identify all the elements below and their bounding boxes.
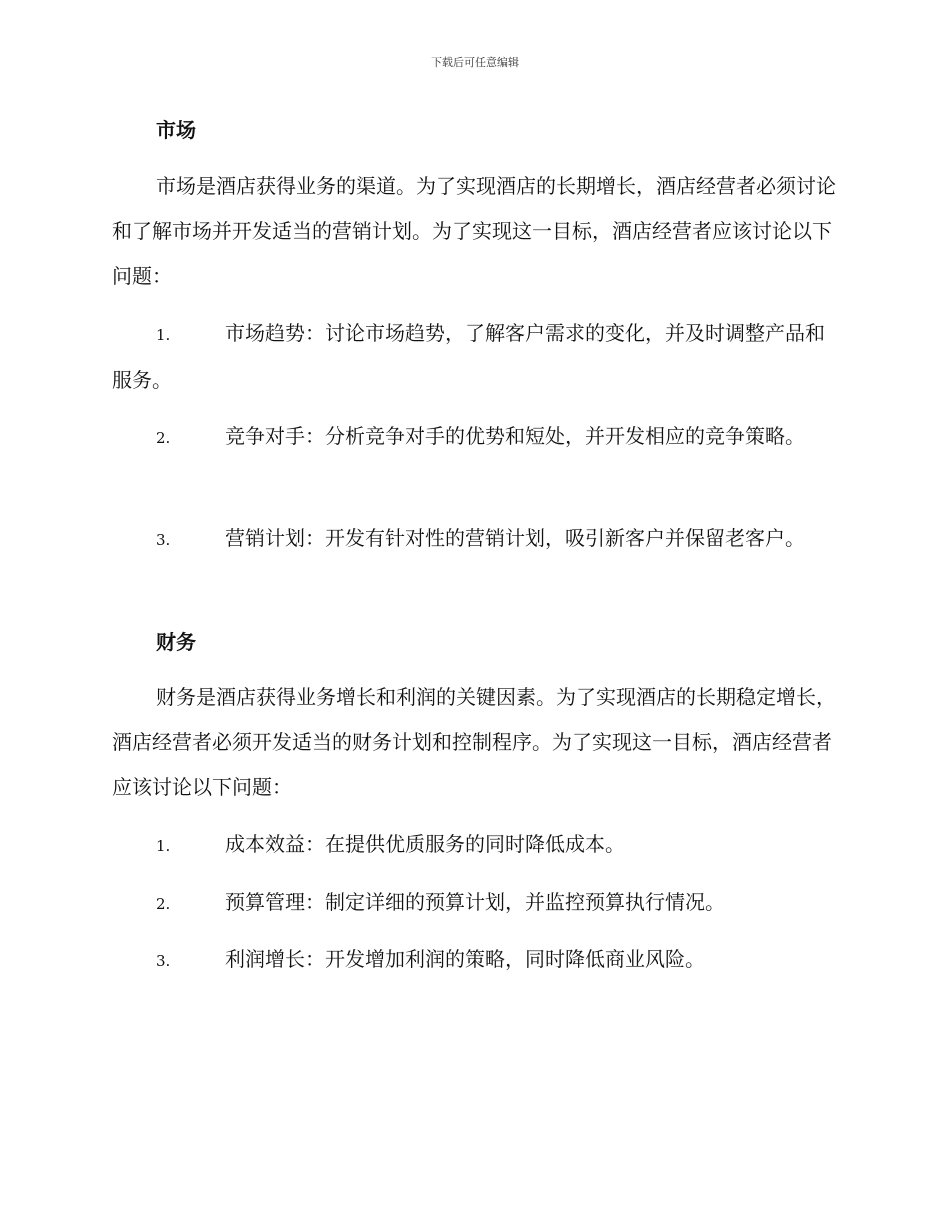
list-item-number: 3. <box>156 531 171 549</box>
section-heading-finance: 财务 <box>156 630 196 654</box>
page-header-note: 下载后可任意编辑 <box>431 56 519 69</box>
list-item-number: 1. <box>156 326 171 344</box>
list-item-text: 营销计划：开发有针对性的营销计划，吸引新客户并保留老客户。 <box>225 526 805 550</box>
list-item <box>112 414 836 461</box>
list-item <box>112 880 836 927</box>
list-item-text: 利润增长：开发增加利润的策略，同时降低商业风险。 <box>225 947 705 971</box>
list-item-text: 成本效益：在提供优质服务的同时降低成本。 <box>225 832 625 856</box>
list-item-number: 3. <box>156 952 171 970</box>
list-item-text: 市场趋势：讨论市场趋势，了解客户需求的变化，并及时调整产品和服务。 <box>112 321 825 392</box>
section-paragraph-finance: 财务是酒店获得业务增长和利润的关键因素。为了实现酒店的长期稳定增长，酒店经营者必须开发适当的财务计划和控制程序。为了实现这一目标，酒店经营者应该讨论以下问题： <box>112 685 836 799</box>
list-item <box>112 516 836 563</box>
list-item-text: 竞争对手：分析竞争对手的优势和短处，并开发相应的竞争策略。 <box>225 424 805 448</box>
list-item-number: 1. <box>156 837 171 855</box>
list-item-number: 2. <box>156 895 171 913</box>
list-item-number: 2. <box>156 429 171 447</box>
list-item <box>112 311 836 403</box>
section-heading-market: 市场 <box>156 118 196 142</box>
list-item-text: 预算管理：制定详细的预算计划，并监控预算执行情况。 <box>225 890 725 914</box>
list-item <box>112 937 836 984</box>
list-item <box>112 822 836 869</box>
section-paragraph-market: 市场是酒店获得业务的渠道。为了实现酒店的长期增长，酒店经营者必须讨论和了解市场并开发适当的营销计划。为了实现这一目标，酒店经营者应该讨论以下问题： <box>112 174 836 288</box>
